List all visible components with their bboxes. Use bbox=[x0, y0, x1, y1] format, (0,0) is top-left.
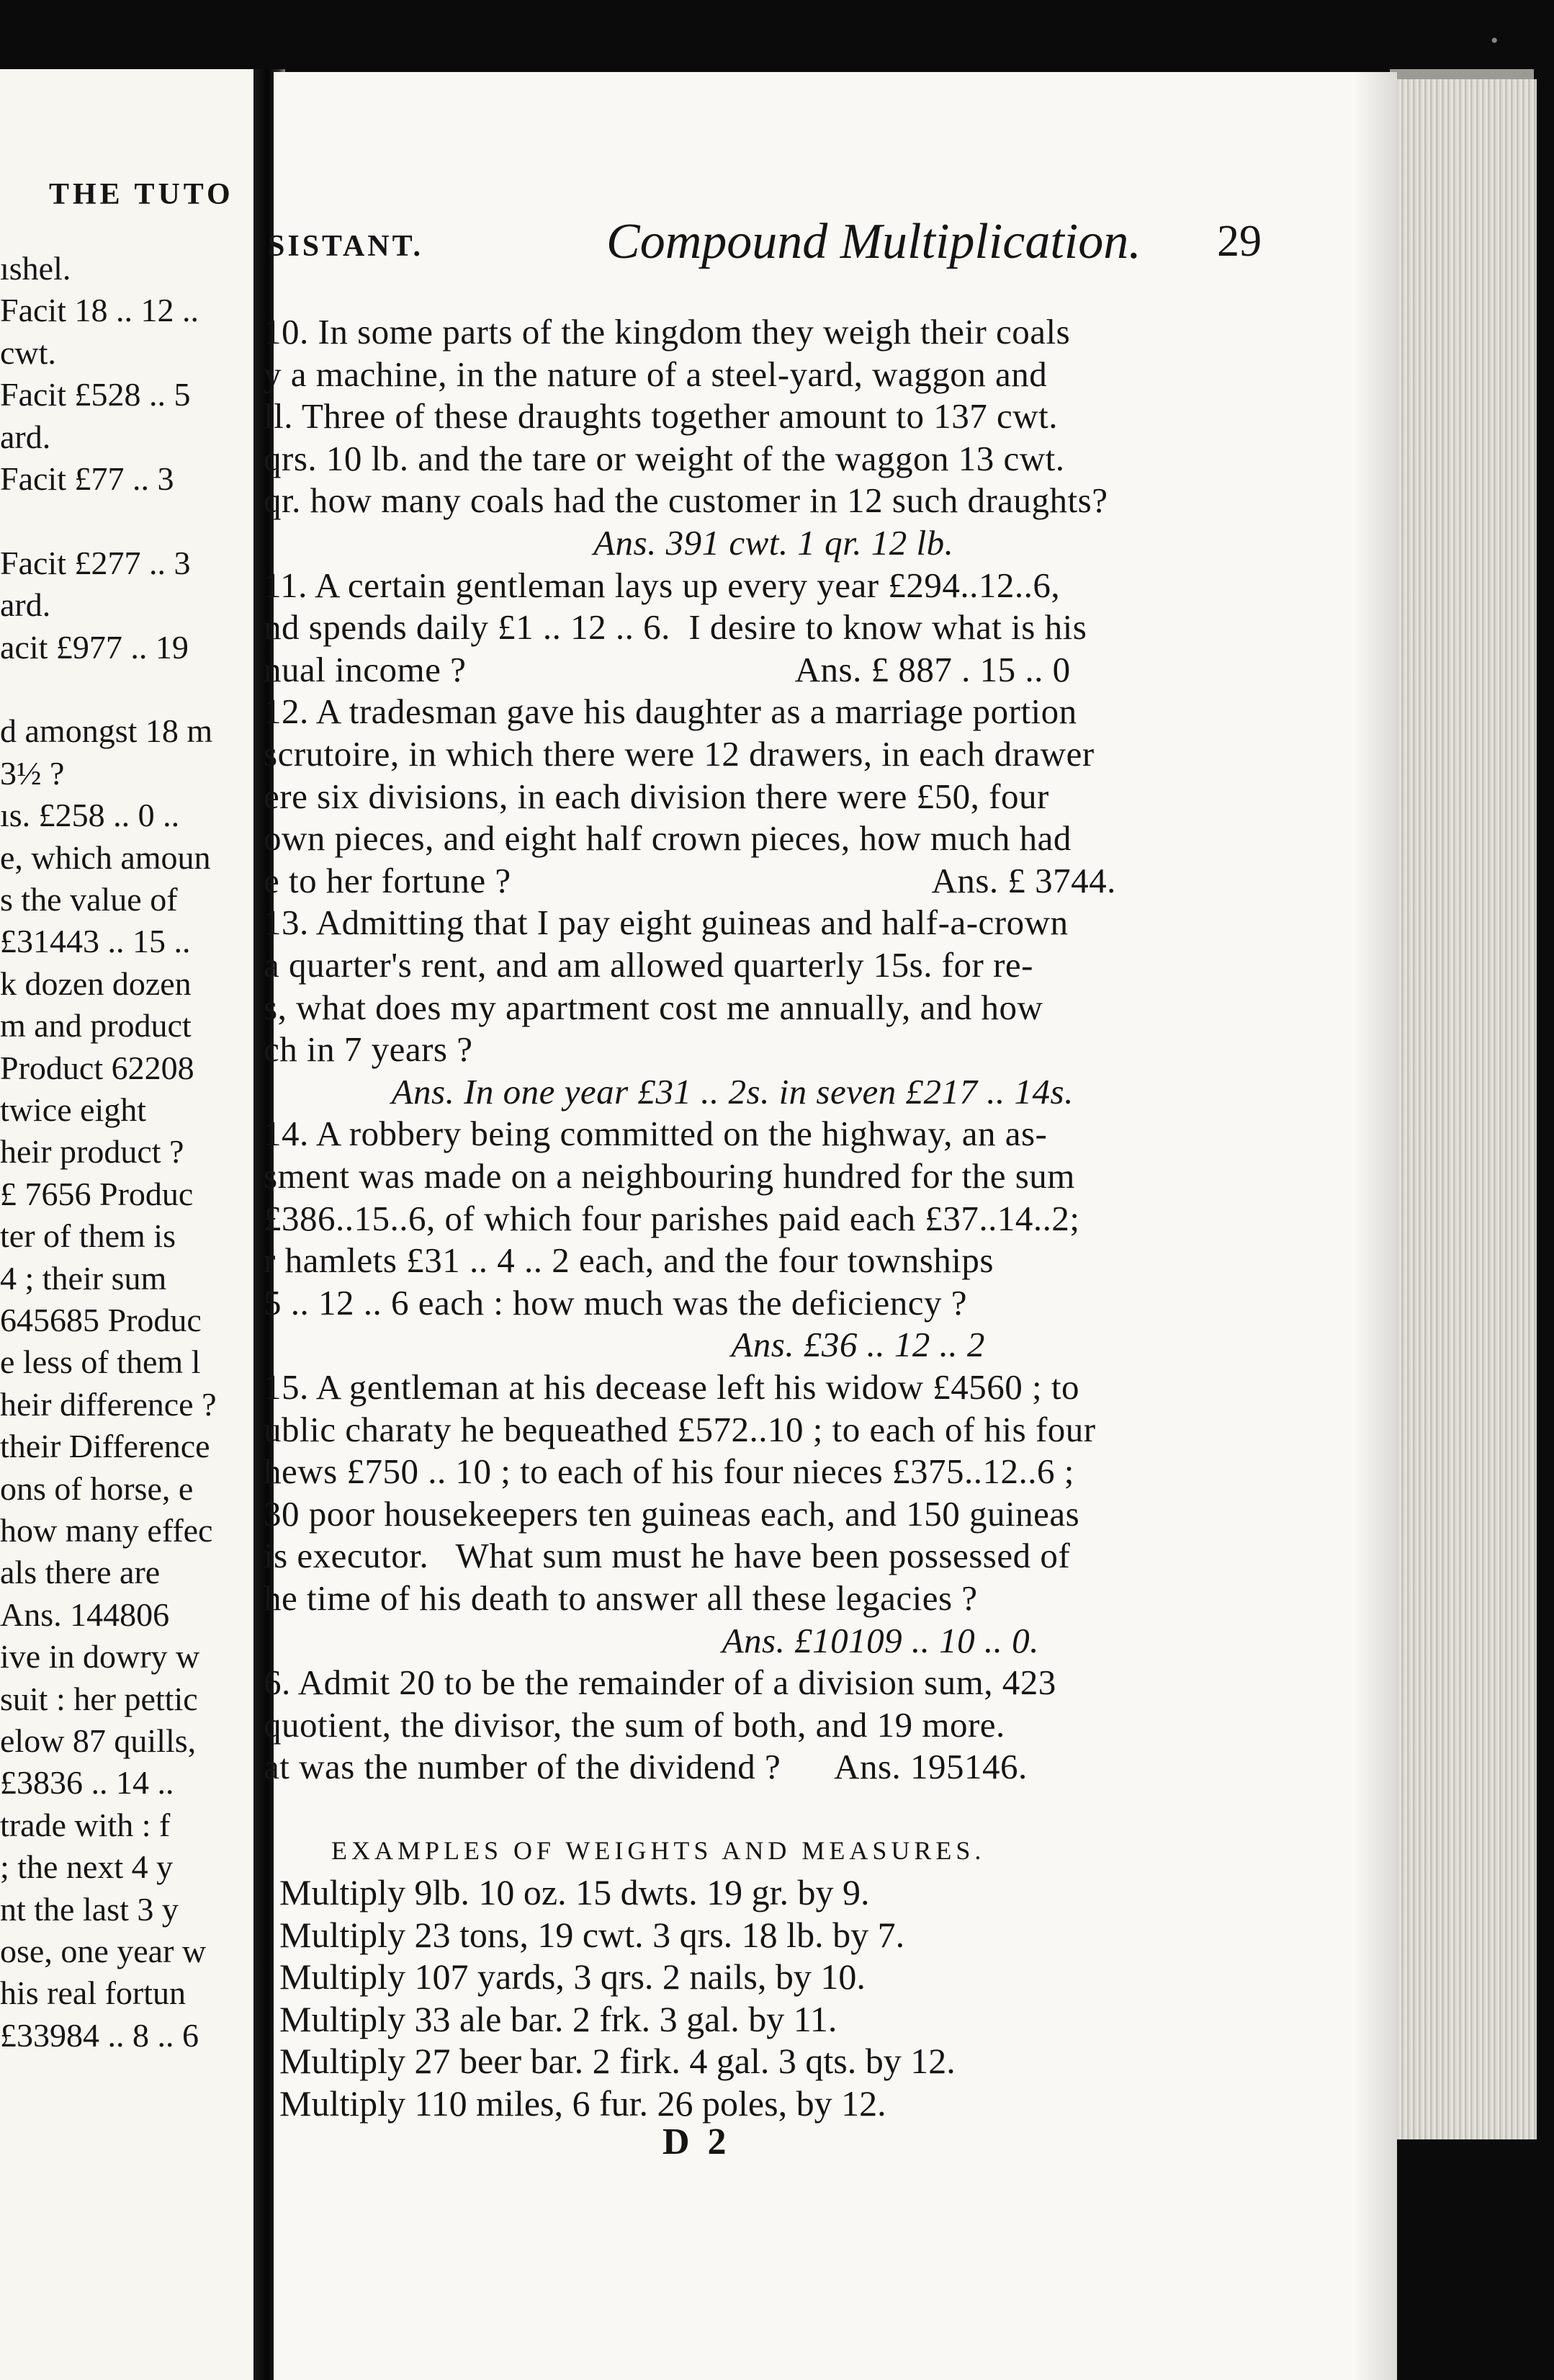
section-heading: EXAMPLES OF WEIGHTS AND MEASURES. bbox=[331, 1836, 986, 1865]
page-number: 29 bbox=[1217, 217, 1262, 266]
running-header-left: SISTANT. bbox=[268, 230, 424, 263]
example-line: Multiply 33 ale bar. 2 frk. 3 gal. by 11. bbox=[279, 1998, 837, 2039]
left-page-line: 645685 Produc bbox=[0, 1302, 202, 1338]
left-page-line: ose, one year w bbox=[0, 1933, 207, 1969]
left-page-line: 3½ ? bbox=[0, 754, 65, 792]
text-line: 30 poor housekeepers ten guineas each, and 150 guineas bbox=[264, 1493, 1080, 1534]
text-line: 10. In some parts of the kingdom they weigh their coals bbox=[264, 312, 1071, 352]
left-page-line: his real fortun bbox=[0, 1974, 187, 2012]
signature-mark: D 2 bbox=[663, 2121, 731, 2162]
left-page-line: £33984 .. 8 .. 6 bbox=[0, 2016, 199, 2054]
text-line: 5 .. 12 .. 6 each : how much was the deficiency ? bbox=[264, 1282, 967, 1323]
left-page-line: ard. bbox=[0, 586, 51, 624]
text-line: ll. Three of these draughts together amount to 137 cwt. bbox=[264, 396, 1058, 437]
text-line: Ans. £36 .. 12 .. 2 bbox=[264, 1325, 985, 1365]
text-line: 15. A gentleman at his decease left his widow £4560 ; to bbox=[264, 1367, 1080, 1407]
text-line: 13. Admitting that I pay eight guineas and half-a-crown bbox=[264, 903, 1069, 943]
text-line: 6. Admit 20 to be the remainder of a division sum, 423 bbox=[264, 1663, 1056, 1703]
text-line: £386..15..6, of which four parishes paid each £37..14..2; bbox=[264, 1198, 1080, 1238]
left-page-line: £3836 .. 14 .. bbox=[0, 1764, 174, 1802]
left-page-line: e, which amoun bbox=[0, 838, 211, 876]
left-page-line: ter of them is bbox=[0, 1217, 176, 1255]
text-line: Ans. 391 cwt. 1 qr. 12 lb. bbox=[264, 523, 954, 563]
text-line: ch in 7 years ? bbox=[264, 1029, 473, 1070]
left-page-line: ıshel. bbox=[0, 250, 71, 287]
text-line: 11. A certain gentleman lays up every year £294..12..6, bbox=[264, 565, 1061, 605]
text-line: quotient, the divisor, the sum of both, and 19 more. bbox=[264, 1704, 1005, 1745]
text-line: 14. A robbery being committed on the highway, an as- bbox=[264, 1114, 1048, 1154]
left-page-line: ; the next 4 y bbox=[0, 1848, 174, 1886]
left-page-line: Facit £277 .. 3 bbox=[0, 544, 191, 581]
left-page-line: nt the last 3 y bbox=[0, 1890, 179, 1928]
left-page-line: k dozen dozen bbox=[0, 965, 192, 1002]
text-line: scrutoire, in which there were 12 drawers, in each drawer bbox=[264, 734, 1095, 774]
left-page-line: Facit £77 .. 3 bbox=[0, 460, 174, 497]
text-line: ublic charaty he bequeathed £572..10 ; to each of his four bbox=[264, 1409, 1096, 1449]
text-line: r hamlets £31 .. 4 .. 2 each, and the four townships bbox=[264, 1240, 994, 1281]
left-page-line: trade with : f bbox=[0, 1806, 171, 1843]
left-page-line: Facit £528 .. 5 bbox=[0, 376, 191, 413]
ink-smudge: • bbox=[1491, 29, 1499, 53]
left-page-line: d amongst 18 m bbox=[0, 712, 213, 750]
left-page-line: their Difference bbox=[0, 1428, 210, 1465]
text-line: he time of his death to answer all these legacies ? bbox=[264, 1578, 978, 1618]
text-line: 12. A tradesman gave his daughter as a marriage portion bbox=[264, 692, 1077, 732]
left-page-line: heir difference ? bbox=[0, 1385, 217, 1423]
left-page-line: s the value of bbox=[0, 881, 178, 918]
text-line: qr. how many coals had the customer in 12 such draughts? bbox=[264, 480, 1108, 521]
left-page bbox=[0, 69, 259, 2380]
page-title: Compound Multiplication. bbox=[606, 214, 1141, 269]
left-page-line: cwt. bbox=[0, 334, 56, 371]
text-line: nd spends daily £1 .. 12 .. 6. I desire to know what is his bbox=[264, 607, 1087, 648]
text-line: at was the number of the dividend ? Ans. 195146. bbox=[264, 1747, 1028, 1787]
left-page-line: £31443 .. 15 .. bbox=[0, 923, 191, 960]
left-page-line: Ans. 144806 bbox=[0, 1596, 170, 1633]
page-shadow bbox=[1354, 72, 1397, 2380]
left-page-line: ive in dowry w bbox=[0, 1638, 200, 1676]
example-line: Multiply 107 yards, 3 qrs. 2 nails, by 10. bbox=[279, 1956, 866, 1997]
text-line: is executor. What sum must he have been possessed of bbox=[264, 1536, 1071, 1576]
text-line: sment was made on a neighbouring hundred for the sum bbox=[264, 1156, 1075, 1196]
example-line: Multiply 9lb. 10 oz. 15 dwts. 19 gr. by 9. bbox=[279, 1872, 870, 1912]
text-line: Ans. £10109 .. 10 .. 0. bbox=[264, 1620, 1039, 1660]
left-page-line: 4 ; their sum bbox=[0, 1259, 167, 1297]
text-line: own pieces, and eight half crown pieces, how much had bbox=[264, 818, 1072, 859]
left-page-line: £ 7656 Produc bbox=[0, 1175, 194, 1212]
text-line: hews £750 .. 10 ; to each of his four nieces £375..12..6 ; bbox=[264, 1451, 1074, 1492]
text-line: s, what does my apartment cost me annually, and how bbox=[264, 987, 1043, 1027]
left-page-line: ard. bbox=[0, 418, 51, 455]
left-page-line: suit : her pettic bbox=[0, 1680, 198, 1717]
text-line: a quarter's rent, and am allowed quarterly 15s. for re- bbox=[264, 945, 1033, 985]
left-page-line: e less of them l bbox=[0, 1343, 201, 1381]
example-line: Multiply 27 beer bar. 2 firk. 4 gal. 3 qts. by 12. bbox=[279, 2041, 956, 2081]
left-page-line: ıs. £258 .. 0 .. bbox=[0, 797, 180, 834]
left-running-header: THE TUTO bbox=[49, 178, 234, 211]
left-page-line: Product 62208 bbox=[0, 1049, 194, 1086]
left-page-line: elow 87 quills, bbox=[0, 1722, 197, 1759]
left-page-line: twice eight bbox=[0, 1091, 147, 1128]
left-page-line: how many effec bbox=[0, 1512, 213, 1549]
text-line: e to her fortune ? Ans. £ 3744. bbox=[264, 860, 1116, 900]
text-line: nual income ? Ans. £ 887 . 15 .. 0 bbox=[264, 649, 1071, 689]
left-page-line: heir product ? bbox=[0, 1133, 184, 1171]
example-line: Multiply 110 miles, 6 fur. 26 poles, by 12. bbox=[279, 2082, 886, 2124]
book-fore-edge bbox=[1390, 79, 1537, 2139]
left-page-line: als there are bbox=[0, 1554, 161, 1591]
left-page-line: m and product bbox=[0, 1007, 192, 1044]
text-line: Ans. In one year £31 .. 2s. in seven £217 .. 14s. bbox=[264, 1071, 1074, 1111]
left-page-line: Facit 18 .. 12 .. bbox=[0, 292, 199, 329]
text-line: qrs. 10 lb. and the tare or weight of the waggon 13 cwt. bbox=[264, 438, 1065, 478]
example-line: Multiply 23 tons, 19 cwt. 3 qrs. 18 lb. by 7. bbox=[279, 1914, 905, 1955]
text-line: ere six divisions, in each division there were £50, four bbox=[264, 776, 1049, 816]
left-page-line: ons of horse, e bbox=[0, 1469, 194, 1507]
text-line: y a machine, in the nature of a steel-yard, waggon and bbox=[264, 354, 1048, 394]
left-page-line: acit £977 .. 19 bbox=[0, 628, 189, 666]
